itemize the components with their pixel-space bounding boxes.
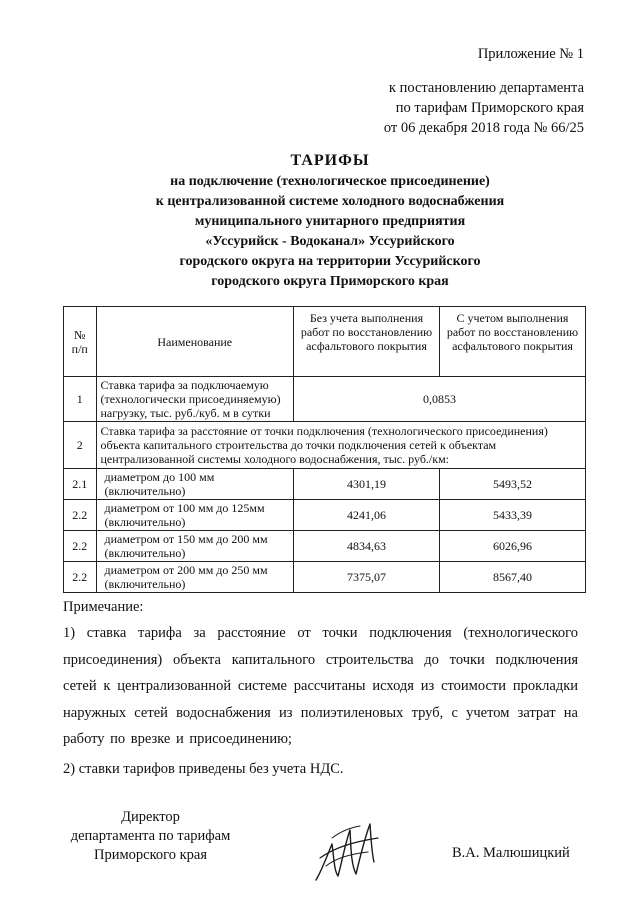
note-item-2: 2) ставки тарифов приведены без учета НДС. (63, 760, 344, 777)
header-name: Наименование (96, 307, 293, 377)
notes-section (63, 596, 578, 781)
row-value-without: 4241,06 (293, 500, 439, 531)
appendix-line-2: по тарифам Приморского края (395, 100, 584, 116)
title-line: городского округа на территории Уссурийского (179, 254, 481, 269)
table-row (64, 377, 586, 422)
signatory-name: В.А. Малюшицкий (452, 845, 570, 861)
appendix-header (384, 44, 584, 138)
title-line: городского округа Приморского края (211, 274, 449, 289)
table-row (64, 422, 586, 469)
title-line: «Уссурийск - Водоканал» Уссурийского (205, 234, 455, 249)
signatory-title-line: Приморского края (93, 847, 207, 863)
table-row (64, 562, 586, 593)
signatory-title-line: департамента по тарифам (70, 828, 231, 844)
note-item-1: 1) ставка тарифа за расстояние от точки подключения (технологического присоединения) объекта капитального строительства до точки подключения сетей к централизованной системе рассчитаны исходя из стоимости прокладки наружных сетей водоснабжения из полиэтиленовых труб, с учетом затрат на работу по врезке и присоединению; (63, 625, 578, 747)
row-value-without: 4834,63 (293, 531, 439, 562)
title-line: муниципального унитарного предприятия (194, 214, 466, 229)
row-value-with: 8567,40 (439, 562, 585, 593)
appendix-line-1: к постановлению департамента (388, 80, 584, 96)
header-num: № п/п (64, 307, 97, 377)
document-title (100, 150, 560, 292)
row-value-with: 6026,96 (439, 531, 585, 562)
row-num: 2.2 (64, 562, 97, 593)
row-name: Ставка тарифа за подключаемую (технологически присоединяемую) нагрузку, тыс. руб./куб. м в сутки (96, 377, 293, 422)
title-main: ТАРИФЫ (290, 152, 370, 169)
row-num: 1 (64, 377, 97, 422)
signatory-title (63, 808, 238, 865)
row-value-without: 4301,19 (293, 469, 439, 500)
row-num: 2.2 (64, 500, 97, 531)
tariff-table (63, 306, 586, 593)
title-line: на подключение (технологическое присоединение) (170, 174, 490, 189)
row-name: диаметром от 100 мм до 125мм (включительно) (96, 500, 293, 531)
row-value-with: 5433,39 (439, 500, 585, 531)
row-value: 0,0853 (293, 377, 585, 422)
notes-heading: Примечание: (63, 599, 144, 615)
appendix-line-3: от 06 декабря 2018 года № 66/25 (383, 120, 584, 136)
signatory-title-line: Директор (121, 809, 180, 825)
row-num: 2 (64, 422, 97, 469)
row-name: диаметром от 200 мм до 250 мм (включительно) (96, 562, 293, 593)
row-name: диаметром от 150 мм до 200 мм (включительно) (96, 531, 293, 562)
row-value-without: 7375,07 (293, 562, 439, 593)
table-row (64, 469, 586, 500)
header-without-asphalt: Без учета выполнения работ по восстановлению асфальтового покрытия (293, 307, 439, 377)
appendix-number: Приложение № 1 (477, 46, 584, 62)
handwritten-signature (312, 818, 384, 888)
title-line: к централизованной системе холодного водоснабжения (155, 194, 505, 209)
row-section-text: Ставка тарифа за расстояние от точки подключения (технологического присоединения) объекта капитального строительства до точки подключения сетей к объектам централизованной системы холодного водоснабжения, тыс. руб./км: (96, 422, 586, 469)
row-num: 2.1 (64, 469, 97, 500)
table-row (64, 500, 586, 531)
row-value-with: 5493,52 (439, 469, 585, 500)
row-name: диаметром до 100 мм (включительно) (96, 469, 293, 500)
header-with-asphalt: С учетом выполнения работ по восстановлению асфальтового покрытия (439, 307, 585, 377)
table-row (64, 531, 586, 562)
table-header-row (64, 307, 586, 377)
row-num: 2.2 (64, 531, 97, 562)
